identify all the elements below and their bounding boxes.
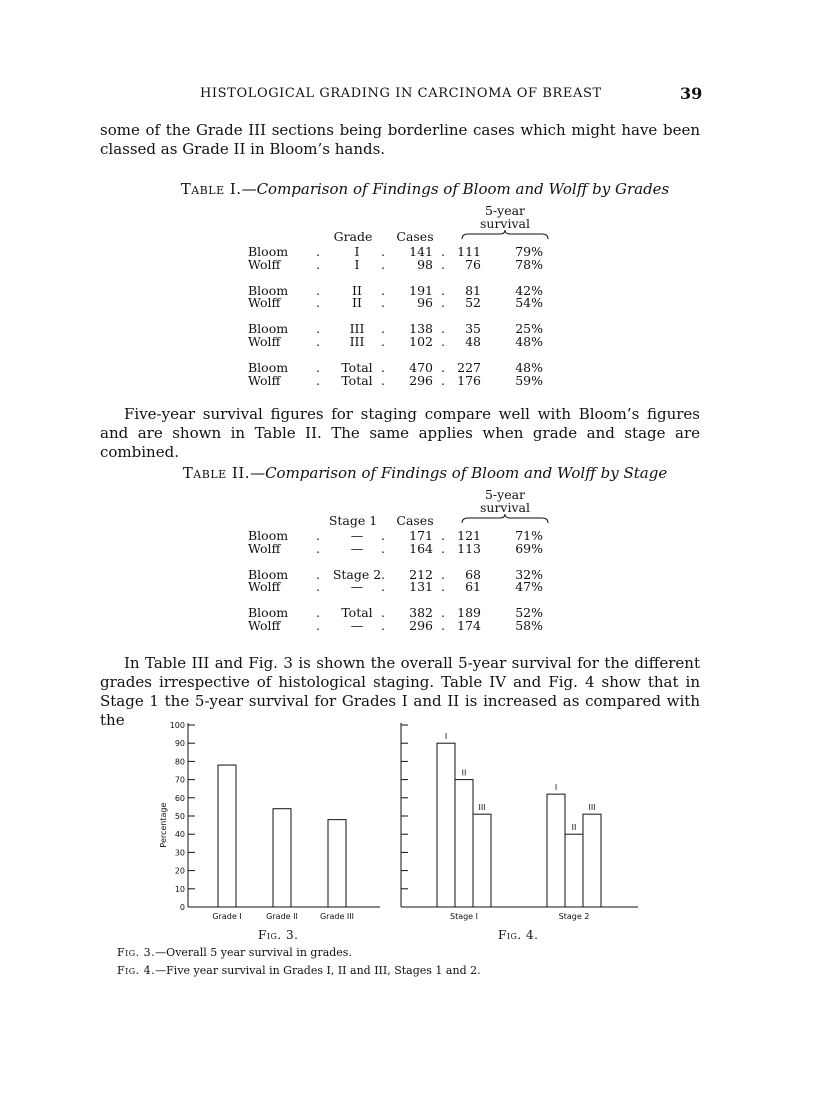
table-1 bbox=[248, 205, 568, 390]
y-tick-label: 50 bbox=[174, 812, 185, 821]
x-tick-label: Grade III bbox=[319, 912, 355, 921]
row-survivors: 61 bbox=[465, 579, 481, 595]
fig-4-legend-text: —Five year survival in Grades I, II and III, Stages 1 and 2. bbox=[155, 964, 481, 977]
row-cases: 296 bbox=[409, 372, 433, 388]
row-survivors: 68 bbox=[465, 566, 481, 582]
row-percent: 58% bbox=[515, 618, 543, 633]
row-dot: . bbox=[381, 618, 385, 633]
row-name: Bloom bbox=[248, 605, 289, 621]
table-2-title: —Comparison of Findings of Bloom and Wolff by Stage bbox=[250, 464, 668, 482]
fig-4-chart bbox=[395, 718, 645, 928]
row-dot: . bbox=[441, 372, 445, 388]
row-dot: . bbox=[316, 359, 320, 375]
row-group: I bbox=[354, 244, 360, 259]
row-group: — bbox=[350, 528, 364, 543]
row-group: — bbox=[350, 579, 364, 595]
row-cases: 171 bbox=[409, 528, 433, 543]
row-dot: . bbox=[381, 372, 385, 388]
row-group: III bbox=[349, 321, 365, 337]
row-percent: 25% bbox=[515, 321, 543, 337]
table-1-title: —Comparison of Findings of Bloom and Wolff by Grades bbox=[241, 180, 670, 198]
table-1-label: Table I. bbox=[180, 180, 242, 198]
y-tick-label: 70 bbox=[174, 775, 185, 785]
bar-label: I bbox=[444, 732, 448, 742]
fig-3-label: Fig. 3. bbox=[258, 928, 299, 942]
row-dot: . bbox=[381, 295, 385, 311]
row-dot: . bbox=[381, 579, 385, 595]
row-dot: . bbox=[381, 334, 385, 349]
row-dot: . bbox=[441, 605, 445, 621]
row-group: III bbox=[349, 334, 365, 349]
row-dot: . bbox=[441, 359, 445, 375]
bar bbox=[328, 820, 346, 907]
row-survivors: 176 bbox=[457, 372, 481, 388]
bar bbox=[473, 814, 491, 907]
row-name: Bloom bbox=[248, 282, 289, 298]
row-group: I bbox=[354, 256, 360, 272]
row-percent: 79% bbox=[515, 244, 543, 259]
table-2-caption bbox=[100, 464, 750, 482]
row-cases: 470 bbox=[409, 359, 433, 375]
bar bbox=[273, 809, 291, 907]
row-percent: 48% bbox=[515, 334, 543, 349]
row-survivors: 48 bbox=[465, 334, 481, 349]
x-tick-label: Grade I bbox=[212, 912, 242, 921]
row-name: Wolff bbox=[248, 256, 281, 272]
x-tick-label: Stage 2 bbox=[558, 912, 590, 921]
row-survivors: 76 bbox=[465, 256, 481, 272]
table-1-caption bbox=[100, 180, 750, 198]
x-tick-label: Grade II bbox=[266, 912, 298, 921]
row-group: II bbox=[352, 295, 362, 311]
row-dot: . bbox=[381, 359, 385, 375]
row-dot: . bbox=[441, 579, 445, 595]
row-cases: 212 bbox=[409, 566, 433, 582]
row-name: Bloom bbox=[248, 244, 289, 259]
survival-header-line1: 5-year bbox=[484, 203, 526, 218]
row-dot: . bbox=[381, 321, 385, 337]
row-dot: . bbox=[441, 618, 445, 633]
y-tick-label: 10 bbox=[174, 884, 185, 894]
row-percent: 71% bbox=[515, 528, 543, 543]
bar bbox=[547, 794, 565, 907]
row-dot: . bbox=[316, 579, 320, 595]
row-name: Wolff bbox=[248, 618, 281, 633]
bar-label: III bbox=[588, 803, 596, 813]
row-percent: 78% bbox=[515, 256, 543, 272]
bar-label: III bbox=[478, 803, 486, 813]
fig-4-label: Fig. 4. bbox=[498, 928, 539, 942]
row-percent: 42% bbox=[515, 282, 543, 298]
row-group: — bbox=[350, 618, 364, 633]
bar bbox=[565, 834, 583, 907]
y-tick-label: 0 bbox=[179, 903, 185, 912]
fig-3-chart bbox=[150, 718, 380, 928]
row-dot: . bbox=[381, 566, 385, 582]
bar-label: I bbox=[554, 783, 558, 793]
row-dot: . bbox=[441, 528, 445, 543]
row-survivors: 113 bbox=[457, 540, 481, 556]
survival-brace bbox=[460, 514, 550, 524]
y-tick-label: 90 bbox=[174, 739, 185, 749]
row-name: Bloom bbox=[248, 528, 289, 543]
row-name: Wolff bbox=[248, 295, 281, 311]
row-percent: 32% bbox=[515, 566, 543, 582]
row-cases: 141 bbox=[409, 244, 433, 259]
row-dot: . bbox=[316, 334, 320, 349]
row-group: Total bbox=[341, 372, 373, 388]
row-name: Wolff bbox=[248, 579, 281, 595]
fig-3-legend bbox=[117, 946, 352, 959]
row-percent: 48% bbox=[515, 359, 543, 375]
row-dot: . bbox=[441, 256, 445, 272]
fig-3-legend-text: —Overall 5 year survival in grades. bbox=[155, 946, 352, 959]
row-group: Total bbox=[341, 605, 373, 621]
row-survivors: 227 bbox=[457, 359, 481, 375]
row-cases: 102 bbox=[409, 334, 433, 349]
cases-header: Cases bbox=[396, 229, 434, 244]
row-dot: . bbox=[381, 528, 385, 543]
row-group: Total bbox=[341, 359, 373, 375]
row-group: II bbox=[352, 282, 362, 298]
row-dot: . bbox=[316, 540, 320, 556]
bar bbox=[218, 765, 236, 907]
row-dot: . bbox=[441, 540, 445, 556]
row-name: Wolff bbox=[248, 540, 281, 556]
row-cases: 138 bbox=[409, 321, 433, 337]
row-dot: . bbox=[316, 528, 320, 543]
row-cases: 164 bbox=[409, 540, 433, 556]
row-cases: 131 bbox=[409, 579, 433, 595]
survival-brace bbox=[460, 230, 550, 240]
row-percent: 69% bbox=[515, 540, 543, 556]
y-tick-label: 60 bbox=[174, 793, 185, 803]
y-tick-label: 80 bbox=[174, 757, 185, 767]
table-2 bbox=[248, 489, 568, 634]
y-tick-label: 100 bbox=[169, 721, 185, 730]
y-tick-label: 40 bbox=[174, 830, 185, 840]
row-name: Wolff bbox=[248, 372, 281, 388]
row-cases: 296 bbox=[409, 618, 433, 633]
paragraph-2: Five-year survival figures for staging compare well with Bloom’s figures and are shown in Table II. The same applies when grade and stage are combined. bbox=[100, 405, 700, 461]
row-dot: . bbox=[316, 566, 320, 582]
y-axis-label: Percentage bbox=[159, 802, 168, 848]
row-dot: . bbox=[316, 256, 320, 272]
table-2-label: Table II. bbox=[182, 464, 251, 482]
row-survivors: 52 bbox=[465, 295, 481, 311]
row-cases: 191 bbox=[409, 282, 433, 298]
row-dot: . bbox=[316, 321, 320, 337]
row-cases: 96 bbox=[417, 295, 433, 311]
row-cases: 382 bbox=[409, 605, 433, 621]
row-dot: . bbox=[381, 244, 385, 259]
row-dot: . bbox=[441, 244, 445, 259]
row-survivors: 81 bbox=[465, 282, 481, 298]
row-dot: . bbox=[441, 334, 445, 349]
row-name: Wolff bbox=[248, 334, 281, 349]
row-percent: 54% bbox=[515, 295, 543, 311]
fig-4-legend bbox=[117, 964, 481, 977]
survival-header-line2: survival bbox=[479, 216, 530, 231]
row-percent: 47% bbox=[515, 579, 543, 595]
bar bbox=[455, 780, 473, 907]
row-survivors: 121 bbox=[457, 528, 481, 543]
survival-header-line1: 5-year bbox=[484, 487, 526, 502]
y-tick-label: 30 bbox=[174, 848, 185, 858]
page-number: 39 bbox=[680, 84, 703, 103]
bar bbox=[583, 814, 601, 907]
fig-3-legend-label: Fig. 3. bbox=[117, 946, 156, 959]
row-group: Stage 2 bbox=[332, 566, 382, 582]
row-dot: . bbox=[381, 256, 385, 272]
row-percent: 59% bbox=[515, 372, 543, 388]
row-survivors: 189 bbox=[457, 605, 481, 621]
row-dot: . bbox=[316, 244, 320, 259]
row-group: — bbox=[350, 540, 364, 556]
row-dot: . bbox=[316, 282, 320, 298]
x-tick-label: Stage I bbox=[449, 912, 479, 921]
row-dot: . bbox=[316, 605, 320, 621]
bar-label: II bbox=[461, 768, 467, 778]
survival-header-line2: survival bbox=[479, 500, 530, 515]
row-cases: 98 bbox=[417, 256, 433, 272]
row-percent: 52% bbox=[515, 605, 543, 621]
y-tick-label: 20 bbox=[174, 866, 185, 876]
row-dot: . bbox=[316, 295, 320, 311]
row-dot: . bbox=[381, 540, 385, 556]
paragraph-1: some of the Grade III sections being borderline cases which might have been classed as Grade II in Bloom’s hands. bbox=[100, 121, 700, 158]
row-dot: . bbox=[441, 282, 445, 298]
row-name: Bloom bbox=[248, 566, 289, 582]
running-head: HISTOLOGICAL GRADING IN CARCINOMA OF BREAST bbox=[200, 86, 602, 101]
row-dot: . bbox=[441, 566, 445, 582]
bar-label: II bbox=[571, 823, 577, 833]
row-survivors: 35 bbox=[465, 321, 481, 337]
row-name: Bloom bbox=[248, 321, 289, 337]
row-dot: . bbox=[441, 295, 445, 311]
group-header: Stage 1 bbox=[328, 513, 378, 528]
row-survivors: 174 bbox=[457, 618, 481, 633]
row-dot: . bbox=[316, 618, 320, 633]
paragraph-3: In Table III and Fig. 3 is shown the overall 5-year survival for the different grades irrespective of histological staging. Table IV and Fig. 4 show that in Stage 1 the 5-year survival for Grades I and II is increased as compared with the bbox=[100, 654, 700, 729]
row-dot: . bbox=[381, 282, 385, 298]
row-dot: . bbox=[316, 372, 320, 388]
cases-header: Cases bbox=[396, 513, 434, 528]
bar bbox=[437, 743, 455, 907]
row-dot: . bbox=[441, 321, 445, 337]
group-header: Grade bbox=[333, 229, 373, 244]
row-name: Bloom bbox=[248, 359, 289, 375]
row-dot: . bbox=[381, 605, 385, 621]
row-survivors: 111 bbox=[457, 244, 481, 259]
fig-4-legend-label: Fig. 4. bbox=[117, 964, 156, 977]
